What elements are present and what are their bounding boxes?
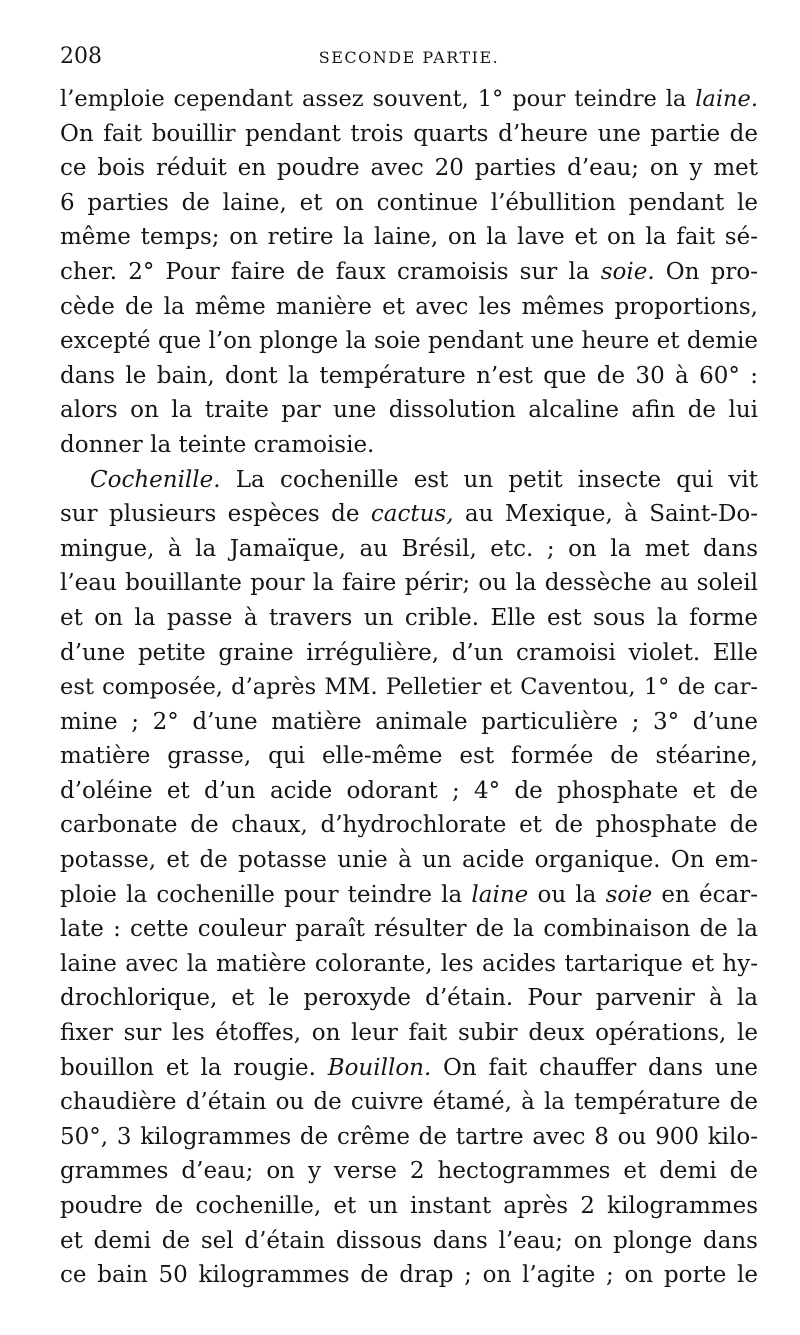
- body-text: [60, 82, 758, 1293]
- text-line: [60, 739, 758, 774]
- italic-text: cactus,: [370, 501, 454, 528]
- text-line: [60, 117, 758, 152]
- text-line: [60, 186, 758, 221]
- text-segment: poudre de cochenille, et un instant après 2 kilogrammes: [60, 1193, 758, 1219]
- text-segment: ce bois réduit en poudre avec 20 parties d’eau; on y met: [60, 155, 758, 182]
- text-line: [60, 497, 758, 532]
- text-segment: d’oléine et d’un acide odorant ; 4° de phosphate et de: [60, 777, 758, 804]
- text-segment: On fait bouillir pendant trois quarts d’heure une partie de: [60, 120, 758, 147]
- page-number: 208: [60, 44, 102, 69]
- text-segment: et on la passe à travers un crible. Elle est sous la forme: [60, 604, 758, 631]
- text-line: [60, 981, 758, 1016]
- text-line: [60, 705, 758, 740]
- text-line: [60, 82, 758, 117]
- text-segment: On fait chauffer dans une: [431, 1054, 758, 1081]
- text-segment: mine ; 2° d’une matière animale particulière ; 3° d’une: [60, 708, 758, 735]
- text-segment: grammes d’eau; on y verse 2 hectogrammes et demi de: [60, 1158, 758, 1185]
- text-line: [60, 878, 758, 913]
- italic-text: Bouillon.: [327, 1054, 432, 1081]
- text-segment: ploie la cochenille pour teindre la: [60, 881, 472, 908]
- text-segment: au Mexique, à Saint-Do-: [453, 501, 758, 528]
- text-line: [60, 1120, 758, 1155]
- text-line: [60, 1016, 758, 1051]
- text-segment: l’eau bouillante pour la faire périr; ou la dessèche au soleil: [60, 570, 758, 597]
- text-line: [60, 428, 758, 463]
- italic-text: soie.: [600, 258, 655, 285]
- text-segment: La cochenille est un petit insecte qui vit: [220, 466, 758, 493]
- text-segment: excepté que l’on plonge la soie pendant une heure et demie: [60, 328, 758, 355]
- italic-text: laine.: [695, 86, 758, 112]
- text-segment: late : cette couleur paraît résulter de la combinaison de la: [60, 916, 758, 943]
- text-line: [60, 359, 758, 394]
- text-segment: chaudière d’étain ou de cuivre étamé, à la température de: [60, 1089, 758, 1116]
- text-line: [60, 1154, 758, 1189]
- text-line: [60, 636, 758, 671]
- text-segment: est composée, d’après MM. Pelletier et Caventou, 1° de car-: [60, 674, 758, 701]
- italic-text: soie: [605, 881, 653, 908]
- text-line: [60, 1224, 758, 1259]
- text-segment: cher. 2° Pour faire de faux cramoisis sur la: [60, 258, 601, 285]
- text-segment: fixer sur les étoffes, on leur fait subir deux opérations, le: [60, 1020, 758, 1047]
- text-line: [60, 151, 758, 186]
- text-line: [60, 1051, 758, 1086]
- text-segment: et demi de sel d’étain dissous dans l’eau; on plonge dans: [60, 1227, 758, 1254]
- text-segment: ce bain 50 kilogrammes de drap ; on l’agite ; on porte le: [60, 1262, 758, 1289]
- text-segment: laine avec la matière colorante, les acides tartarique et hy-: [60, 950, 758, 977]
- text-segment: 6 parties de laine, et on continue l’ébullition pendant le: [60, 189, 758, 216]
- text-segment: d’une petite graine irrégulière, d’un cramoisi violet. Elle: [60, 639, 758, 666]
- text-segment: ou la: [528, 881, 606, 908]
- text-segment: en écar-: [652, 881, 758, 908]
- text-line: [60, 393, 758, 428]
- text-segment: matière grasse, qui elle-même est formée de stéarine,: [60, 743, 758, 770]
- text-segment: On pro-: [654, 258, 758, 285]
- text-line: [60, 912, 758, 947]
- text-segment: mingue, à la Jamaïque, au Brésil, etc. ; on la met dans: [60, 535, 758, 562]
- text-line: [60, 532, 758, 567]
- text-line: [60, 1085, 758, 1120]
- text-line: [60, 601, 758, 636]
- italic-text: laine: [471, 881, 529, 908]
- text-line: [60, 255, 758, 290]
- text-line: [60, 774, 758, 809]
- text-line: [60, 566, 758, 601]
- text-segment: sur plusieurs espèces de: [60, 501, 371, 528]
- text-line: [60, 463, 758, 498]
- text-line: [60, 324, 758, 359]
- text-line: [60, 843, 758, 878]
- text-segment: cède de la même manière et avec les mêmes proportions,: [60, 293, 758, 320]
- text-segment: l’emploie cependant assez souvent, 1° pour teindre la: [60, 86, 696, 112]
- text-line: [60, 670, 758, 705]
- text-segment: drochlorique, et le peroxyde d’étain. Pour parvenir à la: [60, 985, 758, 1012]
- italic-text: Cochenille.: [90, 466, 221, 493]
- running-head: SECONDE PARTIE.: [318, 48, 500, 67]
- text-segment: même temps; on retire la laine, on la lave et on la fait sé-: [60, 224, 758, 251]
- text-line: [60, 947, 758, 982]
- text-segment: alors on la traite par une dissolution alcaline afin de lui: [60, 397, 758, 424]
- text-segment: potasse, et de potasse unie à un acide organique. On em-: [60, 847, 758, 874]
- text-segment: dans le bain, dont la température n’est que de 30 à 60° :: [60, 362, 758, 389]
- page-header: [60, 44, 758, 76]
- text-line: [60, 220, 758, 255]
- text-line: [60, 808, 758, 843]
- text-segment: carbonate de chaux, d’hydrochlorate et de phosphate de: [60, 812, 758, 839]
- text-segment: donner la teinte cramoisie.: [60, 431, 375, 458]
- text-segment: bouillon et la rougie.: [60, 1054, 328, 1081]
- text-line: [60, 1189, 758, 1224]
- text-line: [60, 290, 758, 325]
- text-segment: 50°, 3 kilogrammes de crême de tartre avec 8 ou 900 kilo-: [60, 1123, 758, 1150]
- text-line: [60, 1258, 758, 1293]
